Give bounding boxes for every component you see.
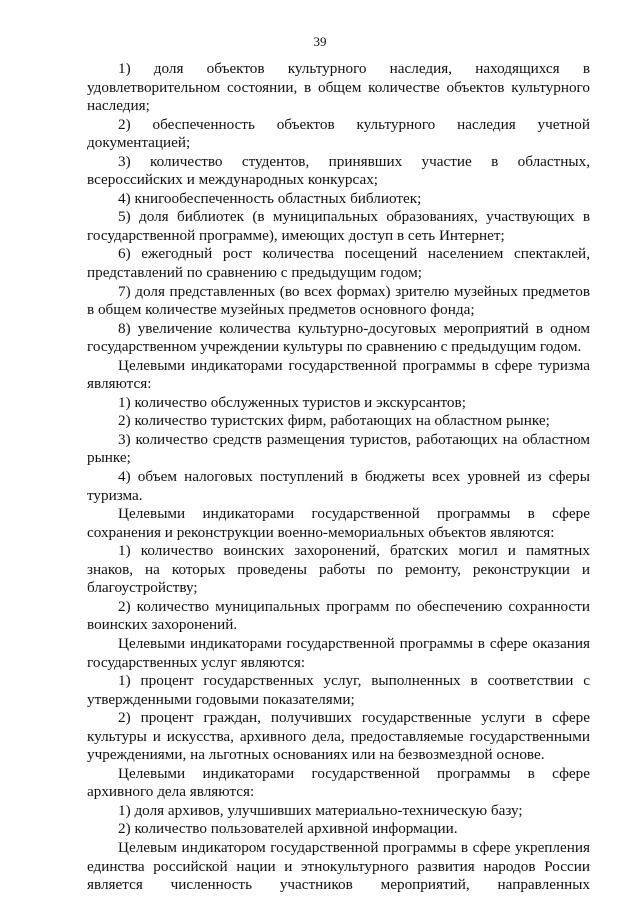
paragraph: 1) количество обслуженных туристов и экскурсантов;: [118, 393, 466, 411]
paragraph: Целевым индикатором государственной программы в сфере укрепления единства российской нации и этнокультурного развития народов России является численность участников мероприятий, направленных: [87, 838, 590, 894]
paragraph: 5) доля библиотек (в муниципальных образованиях, участвующих в государственной программе), имеющих доступ в сеть Интернет;: [87, 208, 590, 244]
paragraph: Целевыми индикаторами государственной программы в сфере туризма являются:: [87, 356, 590, 393]
page-number: 39: [313, 34, 327, 49]
paragraph: 2) количество муниципальных программ по обеспечению сохранности воинских захоронений.: [87, 597, 590, 634]
paragraph: 2) процент граждан, получивших государственные услуги в сфере культуры и искусства, архивного дела, предоставляемые государственными учреждениями, на льготных основаниях или на безвозмездной основе.: [87, 709, 590, 764]
paragraph: 1) процент государственных услуг, выполненных в соответствии с утвержденными годовыми показателями;: [87, 672, 590, 708]
paragraph: Целевыми индикаторами государственной программы в сфере оказания государственных услуг являются:: [87, 634, 590, 671]
document-body: [87, 60, 590, 895]
paragraph: Целевыми индикаторами государственной программы в сфере архивного дела являются:: [87, 764, 590, 801]
paragraph: 1) доля архивов, улучшивших материально-техническую базу;: [118, 801, 523, 819]
paragraph: 3) количество студентов, принявших участие в областных, всероссийских и международных конкурсах;: [87, 152, 590, 189]
paragraph: 1) доля объектов культурного наследия, находящихся в удовлетворительном состоянии, в общем количестве объектов культурного наследия;: [87, 60, 590, 115]
paragraph: 4) объем налоговых поступлений в бюджеты всех уровней из сферы туризма.: [87, 468, 590, 504]
paragraph: 2) количество туристских фирм, работающих на областном рынке;: [118, 412, 550, 430]
paragraph: Целевыми индикаторами государственной программы в сфере сохранения и реконструкции военно-мемориальных объектов являются:: [87, 505, 590, 541]
paragraph: 2) количество пользователей архивной информации.: [118, 820, 458, 838]
paragraph: 2) обеспеченность объектов культурного наследия учетной документацией;: [87, 115, 590, 152]
paragraph: 3) количество средств размещения туристов, работающих на областном рынке;: [87, 430, 590, 467]
paragraph: 6) ежегодный рост количества посещений населением спектаклей, представлений по сравнению с предыдущим годом;: [87, 245, 590, 282]
paragraph: 1) количество воинских захоронений, братских могил и памятных знаков, на которых проведены работы по ремонту, реконструкции и благоустройству;: [87, 542, 590, 597]
paragraph: 7) доля представленных (во всех формах) зрителю музейных предметов в общем количестве музейных предметов основного фонда;: [87, 282, 590, 319]
paragraph: 4) книгообеспеченность областных библиотек;: [118, 189, 422, 207]
paragraph: 8) увеличение количества культурно-досуговых мероприятий в одном государственном учреждении культуры по сравнению с предыдущим годом.: [87, 319, 590, 356]
